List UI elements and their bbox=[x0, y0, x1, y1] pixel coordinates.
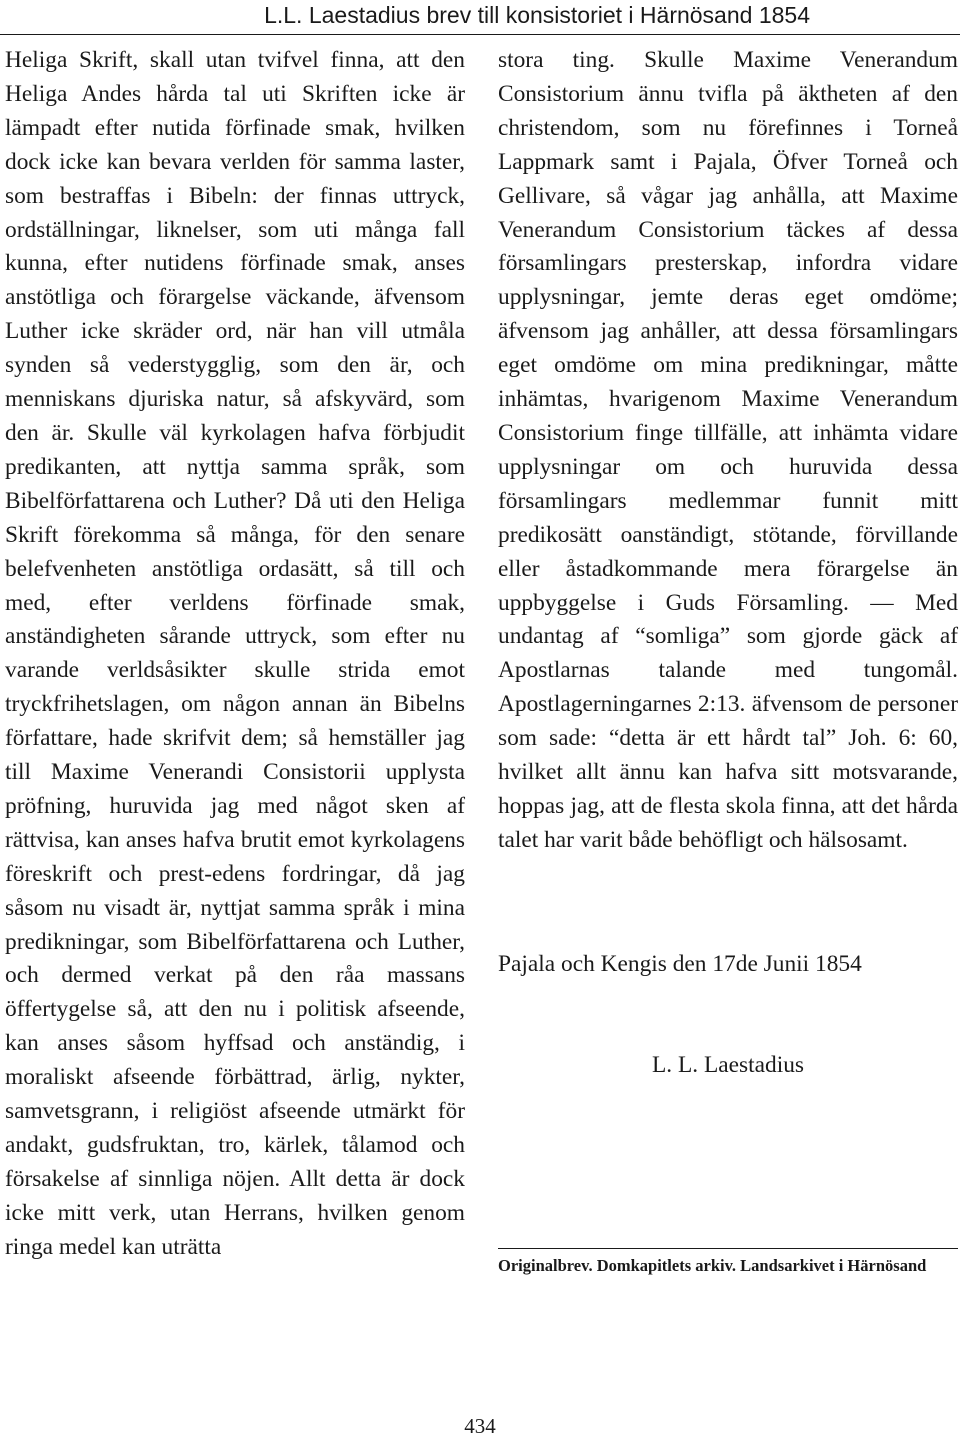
running-header bbox=[0, 0, 960, 35]
right-column-paragraph: stora ting. Skulle Maxime Venerandum Consistorium ännu tvifla på äktheten af den christendom, som nu förefinnes i Torneå Lappmark samt i Pajala, Öfver Torneå och Gellivare, så vågar jag anhålla, att Maxime Venerandum Consistorium täckes af dessa församlingars presterskap, infordra vidare upplysningar, jemte deras eget omdöme; äfvensom jag anhåller, att dessa församlingars eget omdöme om mina predikningar, måtte inhämtas, hvarigenom Maxime Venerandum Consistorium finge tillfälle, att inhämta vidare upplysningar om och huruvida dessa församlingars medlemmar funnit mitt predikosätt oanständigt, stötande, förvillande eller åstadkommande mera förargelse än uppbyggelse i Guds Församling. — Med undantag af “somliga” som gjorde gäck af Apostlarnas talande med tungomål. Apostlagerningarnes 2:13. äfvensom de personer som sade: “detta är ett hårdt tal” Joh. 6: 60, hvilket allt ännu kan hafva sitt motsvarande, hoppas jag, att de flesta skola finna, att det hårda talet har varit både behöfligt och hälsosamt. bbox=[498, 47, 958, 853]
signature: L. L. Laestadius bbox=[652, 1052, 804, 1078]
place-and-date: Pajala och Kengis den 17de Junii 1854 bbox=[498, 951, 862, 977]
right-text-column bbox=[498, 44, 958, 858]
page-number: 434 bbox=[464, 1414, 496, 1438]
left-column-paragraph: Heliga Skrift, skall utan tvifvel finna, att den Heliga Andes hårda tal uti Skriften icke är lämpadt efter nutida förfinade smak, hvilken dock icke kan bevara verlden för samma laster, som bestraffas i Bibeln: der finnas uttryck, ordställningar, liknelser, som uti många fall kunna, efter nutidens förfinade smak, anses anstötliga och förargelse väckande, äfvensom Luther icke skräder ord, när han vill utmåla synden så vederstygglig, som den är, och menniskans djuriska natur, så afskyvärd, som den är. Skulle väl kyrkolagen hafva förbjudit predikanten, att nyttja samma språk, som Bibelförfattarena och Luther? Då uti den Heliga Skrift förekomma så många, för den senare belefvenheten anstötliga ordasätt, så till och med, efter verldens förfinade smak, anständigheten sårande uttryck, som efter nu varande verldsåsikter skulle strida emot tryckfrihetslagen, om någon annan än Bibelns författare, hade skrifvit dem; så hemställer jag till Maxime Venerandi Consistorii upplysta pröfning, huruvida jag med något sken af rättvisa, kan anses hafva brutit emot kyrkolagens föreskrift och prest-edens fordringar, då jag såsom nu visadt är, nyttjat samma språk i mina predikningar, som Bibelförfattarena och Luther, och dermed verkat på den råa massans öffertygelse så, att den nu i politisk afseende, kan anses såsom hyffsad och anständig, i moraliskt afseende förbättrad, ärlig, nykter, samvetsgrann, i religiöst afseende utmärkt för andakt, gudsfruktan, tro, kärlek, tålamod och försakelse af sinnliga nöjen. Allt detta är dock icke mitt verk, utan Herrans, hvilken genom ringa medel kan uträtta bbox=[5, 47, 465, 1260]
source-divider bbox=[498, 1248, 958, 1249]
running-header-title: L.L. Laestadius brev till konsistoriet i Härnösand 1854 bbox=[264, 2, 810, 28]
left-text-column bbox=[5, 44, 465, 1265]
source-note: Originalbrev. Domkapitlets arkiv. Landsarkivet i Härnösand bbox=[498, 1256, 927, 1275]
